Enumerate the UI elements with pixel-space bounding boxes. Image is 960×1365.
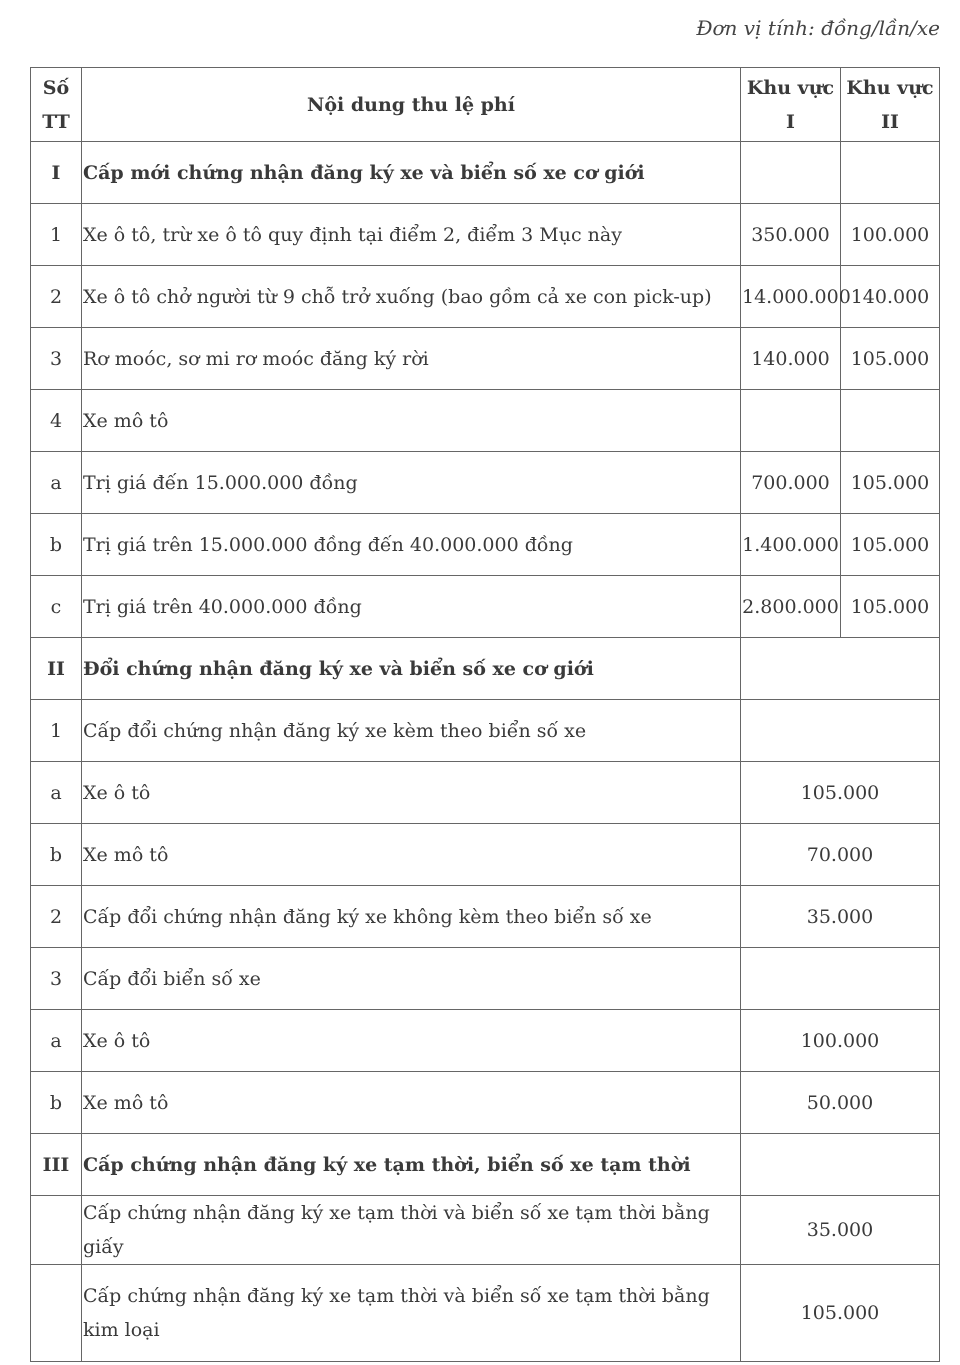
row-fee-khu-vuc-2: 105.000 [841, 452, 940, 514]
row-fee-merged [741, 638, 940, 700]
row-content: Xe ô tô chở người từ 9 chỗ trở xuống (bao gồm cả xe con pick-up) [82, 266, 741, 328]
table-row [31, 266, 940, 328]
row-fee-merged: 105.000 [741, 1265, 940, 1362]
row-fee-merged: 50.000 [741, 1072, 940, 1134]
row-content: Xe mô tô [82, 824, 741, 886]
row-content: Rơ moóc, sơ mi rơ moóc đăng ký rời [82, 328, 741, 390]
row-fee-merged: 35.000 [741, 1196, 940, 1265]
row-content: Cấp chứng nhận đăng ký xe tạm thời và biển số xe tạm thời bằng kim loại [82, 1265, 741, 1362]
row-content: Xe ô tô, trừ xe ô tô quy định tại điểm 2, điểm 3 Mục này [82, 204, 741, 266]
row-fee-merged: 100.000 [741, 1010, 940, 1072]
table-row [31, 886, 940, 948]
fee-table [30, 67, 940, 1362]
row-stt: a [31, 452, 82, 514]
row-stt: III [31, 1134, 82, 1196]
row-fee-khu-vuc-1: 1.400.000 [741, 514, 841, 576]
table-row [31, 1196, 940, 1265]
table-row [31, 328, 940, 390]
row-content: Xe mô tô [82, 1072, 741, 1134]
row-content: Cấp chứng nhận đăng ký xe tạm thời, biển số xe tạm thời [82, 1134, 741, 1196]
table-row [31, 762, 940, 824]
row-stt [31, 1196, 82, 1265]
header-khu-vuc-1: Khu vực I [741, 68, 841, 142]
row-stt: 1 [31, 700, 82, 762]
row-fee-khu-vuc-2: 105.000 [841, 576, 940, 638]
row-stt: 3 [31, 328, 82, 390]
header-stt: Số TT [31, 68, 82, 142]
row-fee-khu-vuc-2: 105.000 [841, 514, 940, 576]
row-stt: 3 [31, 948, 82, 1010]
row-fee-khu-vuc-2 [841, 142, 940, 204]
row-fee-khu-vuc-2: 140.000 [841, 266, 940, 328]
table-row [31, 390, 940, 452]
row-stt: b [31, 824, 82, 886]
table-row [31, 1265, 940, 1362]
row-stt: 1 [31, 204, 82, 266]
row-stt: 2 [31, 266, 82, 328]
row-fee-khu-vuc-1: 700.000 [741, 452, 841, 514]
row-content: Xe ô tô [82, 762, 741, 824]
table-body [31, 142, 940, 1362]
row-stt: b [31, 514, 82, 576]
table-row [31, 824, 940, 886]
row-fee-merged: 105.000 [741, 762, 940, 824]
unit-note: Đơn vị tính: đồng/lần/xe [696, 16, 940, 40]
row-fee-khu-vuc-1 [741, 142, 841, 204]
table-row [31, 204, 940, 266]
table-row [31, 1072, 940, 1134]
row-stt: a [31, 1010, 82, 1072]
table-row [31, 576, 940, 638]
row-fee-khu-vuc-1: 140.000 [741, 328, 841, 390]
table-row [31, 514, 940, 576]
row-fee-khu-vuc-2 [841, 390, 940, 452]
row-fee-merged: 35.000 [741, 886, 940, 948]
row-content: Xe mô tô [82, 390, 741, 452]
table-row [31, 1134, 940, 1196]
table-header-row [31, 68, 940, 142]
header-khu-vuc-2: Khu vực II [841, 68, 940, 142]
row-content: Trị giá đến 15.000.000 đồng [82, 452, 741, 514]
row-fee-khu-vuc-1 [741, 390, 841, 452]
table-row [31, 452, 940, 514]
table-row [31, 142, 940, 204]
row-content: Cấp mới chứng nhận đăng ký xe và biển số xe cơ giới [82, 142, 741, 204]
row-stt: b [31, 1072, 82, 1134]
row-fee-khu-vuc-1: 14.000.000 [741, 266, 841, 328]
header-content: Nội dung thu lệ phí [82, 68, 741, 142]
row-stt [31, 1265, 82, 1362]
row-stt: 4 [31, 390, 82, 452]
row-stt: c [31, 576, 82, 638]
row-content: Cấp đổi biển số xe [82, 948, 741, 1010]
row-fee-khu-vuc-1: 350.000 [741, 204, 841, 266]
row-fee-merged [741, 1134, 940, 1196]
row-stt: 2 [31, 886, 82, 948]
row-fee-khu-vuc-1: 2.800.000 [741, 576, 841, 638]
row-fee-merged: 70.000 [741, 824, 940, 886]
row-content: Cấp đổi chứng nhận đăng ký xe kèm theo biển số xe [82, 700, 741, 762]
row-stt: II [31, 638, 82, 700]
table-row [31, 700, 940, 762]
table-row [31, 1010, 940, 1072]
row-content: Trị giá trên 40.000.000 đồng [82, 576, 741, 638]
row-fee-merged [741, 948, 940, 1010]
row-stt: a [31, 762, 82, 824]
row-content: Cấp đổi chứng nhận đăng ký xe không kèm theo biển số xe [82, 886, 741, 948]
row-fee-khu-vuc-2: 105.000 [841, 328, 940, 390]
table-row [31, 948, 940, 1010]
row-content: Cấp chứng nhận đăng ký xe tạm thời và biển số xe tạm thời bằng giấy [82, 1196, 741, 1265]
row-content: Xe ô tô [82, 1010, 741, 1072]
table-row [31, 638, 940, 700]
row-stt: I [31, 142, 82, 204]
row-content: Trị giá trên 15.000.000 đồng đến 40.000.000 đồng [82, 514, 741, 576]
row-content: Đổi chứng nhận đăng ký xe và biển số xe cơ giới [82, 638, 741, 700]
row-fee-khu-vuc-2: 100.000 [841, 204, 940, 266]
row-fee-merged [741, 700, 940, 762]
